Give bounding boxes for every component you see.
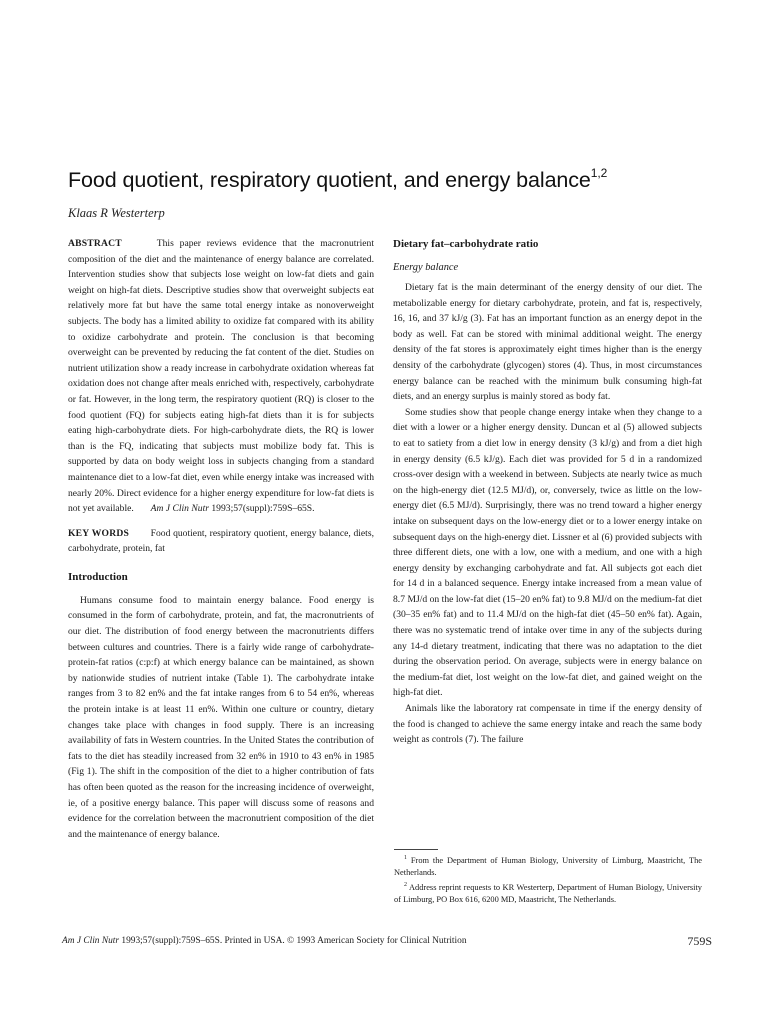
right-column [393,236,702,748]
footnotes [394,852,702,906]
keywords [68,526,374,557]
title-footnote-marks: 1,2 [590,166,608,180]
dietary-paragraph-3: Animals like the laboratory rat compensate in time if the energy density of the food is changed to achieve the same energy intake and reach the same body weight as controls (7). The failure [393,703,702,746]
keywords-label: KEY WORDS [68,527,130,539]
introduction-heading: Introduction [68,570,128,583]
paper-title: Food quotient, respiratory quotient, and energy balance$^{1,2}$ [68,166,608,193]
keywords-text: Food quotient, respiratory quotient, energy balance, diets, carbohydrate, protein, fat [68,527,374,555]
dietary-section-heading: Dietary fat–carbohydrate ratio [393,238,539,250]
energy-balance-subheading: Energy balance [393,262,459,273]
abstract-citation-journal: Am J Clin Nutr [150,503,209,515]
page-number: 759S [687,934,712,948]
abstract-citation: 1993;57(suppl):759S–65S. [208,503,315,515]
introduction-paragraph: Humans consume food to maintain energy balance. Food energy is consumed in the form of carbohydrate, protein, and fat, the macronutrients of our diet. The distribution of food energy between the macronutrients differs between cultures and countries. There is a fairly wide range of carbohydrate-protein-fat ratios (c:p:f) at which energy balance can be maintained, as shown by nationwide studies of nutrient intake (Table 1). The carbohydrate intake ranges from 3 to 82 en% and the fat intake ranges from 6 to 54 en%, whereas the protein intake is at least 11 en%. Within one culture or country, dietary changes take place with changes in food supply. There is an increasing availability of fats in Western countries. In the United States the contribution of fats to the diet has steadily increased from 32 en% in 1910 to 43 en% in 1985 (Fig 1). The shift in the composition of the diet to a higher contribution of fats has often been quoted as the reason for the increasing incidence of overweight, ie, of a positive energy balance. This paper will discuss some of reasons and evidence for the correlation between the macronutrient composition of the diet and the maintenance of energy balance. [68,594,374,840]
dietary-paragraph-2: Some studies show that people change energy intake when they change to a diet with a lower or a higher energy density. Duncan et al (5) allowed subjects to eat to satiety from a diet low in energy density (3 kJ/g) and from a diet high in energy density (6.5 kJ/g). Each diet was provided for 5 d in a randomized cross-over design with a weekend in between. Subjects ate nearly twice as much on the high-energy diet (12.5 MJ/d), or, conversely, twice as little on the low-energy diet (6.5 MJ/d). Surprisingly, there was no trend toward a higher energy intake on subsequent days on the low-energy diet or to a lower energy intake on subsequent days on the high-energy diet. Lissner et al (6) provided subjects with three different diets, one with a low, one with a medium, and one with a high energy density by exchanging carbohydrate and fat. All subjects got each diet for 14 d in a balanced sequence. Energy intake increased from a mean value of 8.7 MJ/d on the low-fat diet (15–20 en% fat) to 9.8 MJ/d on the medium-fat diet (30–35 en% fat) and to 11.4 MJ/d on the high-fat diet (45–50 en% fat). Again, there was no systematic trend of intake over time in any of the subjects during any 14-d dietary treatment, indicating that there was no adaptation to the diet during the observation period. On average, subjects were in energy balance on the medium-fat diet, lost weight on the low-fat diet, and gained weight on the high-fat diet. [393,406,702,699]
footnote-2: $^2$ Address reprint requests to KR Westerterp, Department of Human Biology, University of Limburg, PO Box 616, 6200 MD, Maastricht, The Netherlands. [394,882,702,905]
abstract-label: ABSTRACT [68,238,122,249]
footnote-1: $^1$ From the Department of Human Biology, University of Limburg, Maastricht, The Netherlands. [394,855,702,877]
dietary-paragraph-1: Dietary fat is the main determinant of the energy density of our diet. The metabolizable energy for dietary carbohydrate, protein, and fat is, respectively, 16, 16, and 37 kJ/g (3). Fat has an important function as an energy depot in the body as well. Fat can be stored with minimal additional weight. The energy density of the fat stores is approximately eight times higher than is the energy density of the carbohydrate (glycogen) stores (4). Thus, in most circumstances energy balance can be reached with the minimum bulk consuming high-fat diets, and an energy surplus is mainly stored as body fat. [393,282,702,403]
footer-citation: Am J Clin Nutr 1993;57(suppl):759S–65S. Printed in USA. © 1993 American Society for Clinical Nutrition [62,936,467,946]
left-column [68,236,374,842]
abstract [68,236,374,517]
footnote-rule [394,849,438,850]
abstract-text: This paper reviews evidence that the macronutrient composition of the diet and the maintenance of energy balance are correlated. Intervention studies show that subjects lose weight on low-fat diets and gain weight on high-fat diets. Descriptive studies show that overweight subjects eat relatively more fat but have the same total energy intake as nonoverweight subjects. The body has a limited ability to oxidize fat compared with its ability to oxidize carbohydrate and protein. The conclusion is that becoming overweight can be prevented by reducing the fat content of the diet. Studies on nutrient utilization show a ready increase in carbohydrate oxidation whereas fat oxidation does not change after meals enriched with, respectively, carbohydrate or fat. However, in the long term, the respiratory quotient (RQ) is closer to the food quotient (FQ) for subjects eating high-fat diets than it is for subjects eating high-carbohydrate diets. For high-carbohydrate diets, the RQ is lower than is the FQ, indicating that subjects must mobilize body fat. This is supported by data on body weight loss in subjects changing from a standard maintenance diet to a low-fat diet, even while energy intake was increased with nearly 20%. Direct evidence for a higher energy expenditure for low-fat diets is not yet available. [68,238,375,515]
author-line: Klaas R Westerterp [68,206,165,220]
